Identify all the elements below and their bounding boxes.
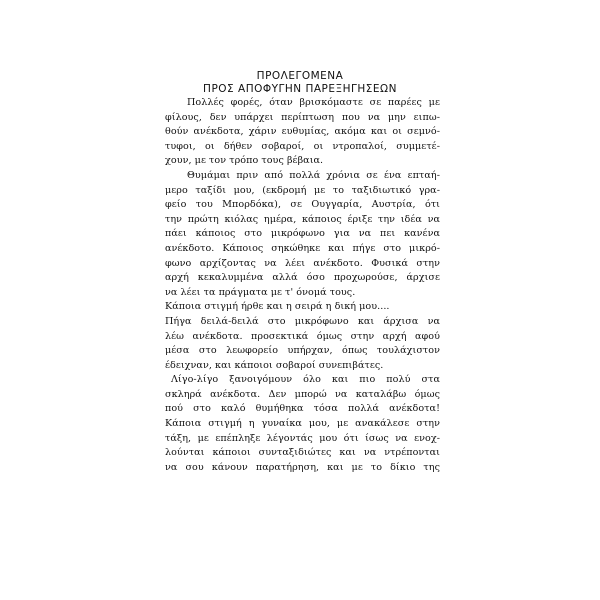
chapter-title <box>160 70 440 96</box>
chapter-title-line-2: ΠΡΟΣ ΑΠΟΦΥΓΗΝ ΠΑΡΕΞΗΓΗΣΕΩΝ <box>203 83 397 95</box>
text-line: χουν, με τον τρόπο τους βέβαια. <box>165 155 324 167</box>
text-line: έδειχναν, και κάποιοι σοβαροί συνεπιβάτες. <box>165 359 384 371</box>
text-line: Λίγο-λίγο ξανοιγόμουν όλο και πιο πολύ στα <box>171 374 440 386</box>
text-line: τάξη, με επέπληξε λέγοντάς μου ότι ίσως να ενοχ- <box>165 432 440 444</box>
text-line: ανέκδοτο. Κάποιος σηκώθηκε και πήγε στο μικρό- <box>165 242 440 254</box>
text-line: να λέει τα πράγματα με τ' όνομά τους. <box>165 286 356 298</box>
text-line: πού στο καλό θυμήθηκα τόσα πολλά ανέκδοτα! <box>165 403 440 415</box>
text-line: σκληρά ανέκδοτα. Δεν μπορώ να καταλάβω όμως <box>165 388 440 400</box>
text-line: να σου κάνουν παρατήρηση, και με το δίκιο της <box>165 461 440 473</box>
text-line: Θυμάμαι πριν από πολλά χρόνια σε ένα επταή- <box>187 169 440 181</box>
body-text <box>165 96 440 475</box>
text-line: Πολλές φορές, όταν βρισκόμαστε σε παρέες με <box>187 97 440 108</box>
text-line: πάει κάποιος στο μικρόφωνο για να πει κανένα <box>165 228 440 240</box>
text-line: Κάποια στιγμή η γυναίκα μου, με ανακάλεσε στην <box>165 418 440 430</box>
text-line: μέσα στο λεωφορείο υπήρχαν, όπως τουλάχιστον <box>165 345 440 357</box>
text-line: την πρώτη κιόλας ημέρα, κάποιος έριξε την ιδέα να <box>165 213 440 225</box>
text-line: Κάποια στιγμή ήρθε και η σειρά η δική μου.... <box>165 301 390 313</box>
text-line: μερο ταξίδι μου, (εκδρομή με το ταξιδιωτικό γρα- <box>165 184 440 196</box>
text-line: θούν ανέκδοτα, χάριν ευθυμίας, ακόμα και οι σεμνό- <box>165 126 440 138</box>
text-line: λούνται κάποιοι συνταξιδιώτες και να ντρέπονται <box>165 447 440 459</box>
text-line: φείο του Μπορδόκα), σε Ουγγαρία, Αυστρία, ότι <box>165 199 440 211</box>
text-line: φωνο αρχίζοντας να λέει ανέκδοτο. Φυσικά στην <box>165 257 440 269</box>
text-line: λέω ανέκδοτα. προσεκτικά όμως στην αρχή αφού <box>165 330 440 342</box>
text-line: φίλους, δεν υπάρχει περίπτωση που να μην ειπω- <box>165 111 440 123</box>
text-line: Πήγα δειλά-δειλά στο μικρόφωνο και άρχισα να <box>165 315 440 327</box>
text-line: αρχή κεκαλυμμένα αλλά όσο προχωρούσε, άρχισε <box>165 272 440 284</box>
text-line: τυφοι, οι δήθεν σοβαροί, οι ντροπαλοί, συμμετέ- <box>165 140 440 152</box>
chapter-title-line-1: ΠΡΟΛΕΓΟΜΕΝΑ <box>256 70 344 82</box>
